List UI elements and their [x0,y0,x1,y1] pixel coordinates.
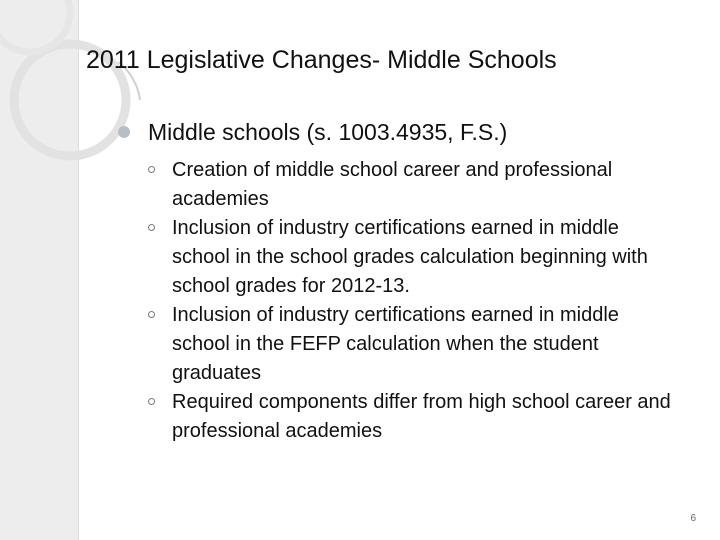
sub-bullet-text: Inclusion of industry certifications earned in middle school in the FEFP calculation when the student graduates [172,304,619,384]
sub-bullet-required-components [138,388,672,446]
hollow-circle-bullet-icon [148,166,155,173]
sub-bullet-career-academies [138,156,672,214]
sub-bullet-fefp [138,301,672,388]
hollow-circle-bullet-icon [148,224,155,231]
hollow-circle-bullet-icon [148,311,155,318]
bullet-text: Middle schools (s. 1003.4935, F.S.) [148,119,508,145]
slide-content [112,112,672,446]
slide-title: 2011 Legislative Changes- Middle Schools [86,46,557,74]
sub-bullet-text: Inclusion of industry certifications earned in middle school in the school grades calculation beginning with school grades for 2012-13. [172,217,648,297]
sub-bullet-text: Required components differ from high school career and professional academies [172,391,671,442]
filled-circle-bullet-icon [118,126,130,138]
sub-bullet-list [112,156,672,446]
bullet-middle-schools [112,112,672,152]
slide-number: 6 [690,513,696,524]
sub-bullet-text: Creation of middle school career and professional academies [172,159,613,210]
hollow-circle-bullet-icon [148,398,155,405]
sub-bullet-school-grades [138,214,672,301]
